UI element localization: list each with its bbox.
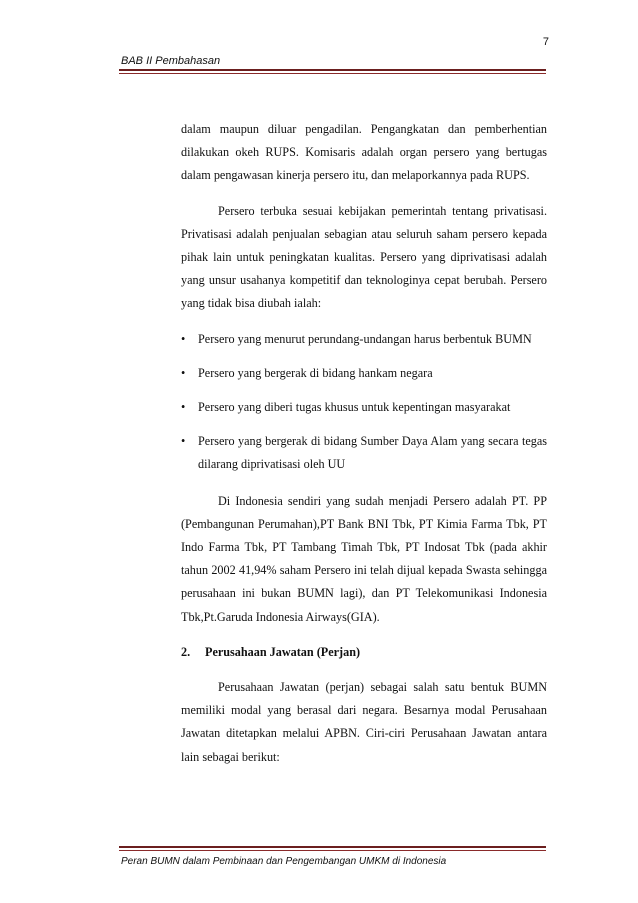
section-heading [181,641,547,664]
footer-rule [119,846,546,851]
paragraph-3: Di Indonesia sendiri yang sudah menjadi Persero adalah PT. PP (Pembangunan Perumahan),PT Bank BNI Tbk, PT Kimia Farma Tbk, PT Indo Farma Tbk, PT Tambang Timah Tbk, PT Indosat Tbk (pada akhir tahun 2002 41,94% saham Persero ini telah dijual kepada Swasta sehingga perusahaan ini bukan BUMN lagi), dan PT Telekomunikasi Indonesia Tbk,Pt.Garuda Indonesia Airways(GIA). [181,493,547,624]
list-item [181,328,547,351]
paragraph-2: Persero terbuka sesuai kebijakan pemerintah tentang privatisasi. Privatisasi adalah penjualan sebagian atau seluruh saham persero kepada pihak lain untuk peningkatan kualitas. Persero yang diprivatisasi adalah yang unsur usahanya kompetitif dan teknologinya cepat berubah. Persero yang tidak bisa diubah ialah: [181,203,547,311]
paragraph-1: dalam maupun diluar pengadilan. Pengangkatan dan pemberhentian dilakukan okeh RUPS. Komisaris adalah organ persero yang bertugas dalam pengawasan kinerja persero itu, dan melaporkannya pada RUPS. [181,122,547,183]
section-heading-text: Perusahaan Jawatan (Perjan) [205,644,361,659]
footer-title: Peran BUMN dalam Pembinaan dan Pengembangan UMKM di Indonesia [121,856,447,867]
list-item-text: Persero yang diberi tugas khusus untuk kepentingan masyarakat [198,400,511,415]
page-body [181,118,547,769]
bullet-icon: • [181,331,186,346]
chapter-title: BAB II Pembahasan [121,55,221,67]
bullet-icon: • [181,434,186,449]
list-item [181,430,547,476]
bullet-icon: • [181,365,186,380]
list-item-text: Persero yang bergerak di bidang hankam negara [198,365,433,380]
bullet-list [181,328,547,477]
header-rule [119,69,546,74]
list-item [181,362,547,385]
list-item-text: Persero yang menurut perundang-undangan harus berbentuk BUMN [198,331,532,346]
list-item-text: Persero yang bergerak di bidang Sumber Daya Alam yang secara tegas dilarang diprivatisasi oleh UU [198,434,547,472]
bullet-icon: • [181,400,186,415]
page-number: 7 [542,36,549,48]
list-item [181,396,547,419]
paragraph-4: Perusahaan Jawatan (perjan) sebagai salah satu bentuk BUMN memiliki modal yang berasal dari negara. Besarnya modal Perusahaan Jawatan ditetapkan melalui APBN. Ciri-ciri Perusahaan Jawatan antara lain sebagai berikut: [181,680,547,764]
section-number: 2. [181,644,191,659]
